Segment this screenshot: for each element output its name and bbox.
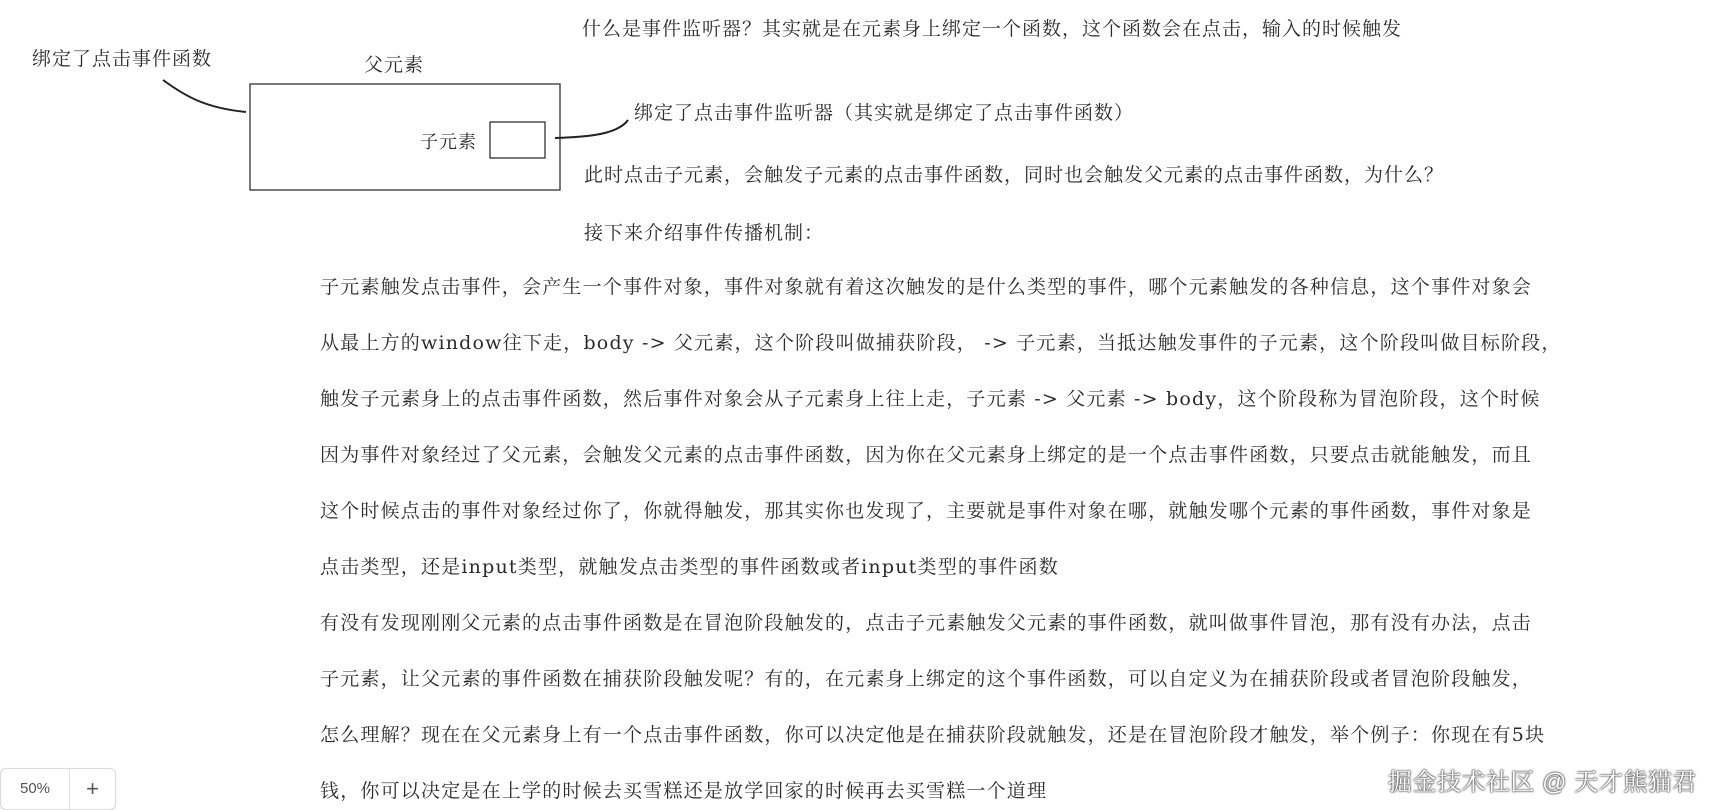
child-label: 子元素 [420, 132, 477, 153]
note-listener-question: 什么是事件监听器？其实就是在元素身上绑定一个函数，这个函数会在点击，输入的时候触发 [582, 18, 1403, 40]
zoom-in-button[interactable]: + [86, 776, 99, 801]
paragraph-line: 子元素，让父元素的事件函数在捕获阶段触发呢？有的，在元素身上绑定的这个事件函数，可以自定义为在捕获阶段或者冒泡阶段触发， [320, 668, 1533, 690]
paragraph-line: 从最上方的window往下走，body -> 父元素，这个阶段叫做捕获阶段， -> 子元素，当抵达触发事件的子元素，这个阶段叫做目标阶段， [320, 332, 1562, 354]
paragraph-line: 有没有发现刚刚父元素的点击事件函数是在冒泡阶段触发的，点击子元素触发父元素的事件函数，就叫做事件冒泡，那有没有办法，点击 [320, 612, 1533, 634]
left-annotation: 绑定了点击事件函数 [32, 48, 213, 70]
paragraph-line: 钱，你可以决定是在上学的时候去买雪糕还是放学回家的时候再去买雪糕一个道理 [320, 780, 1048, 802]
child-element-box [490, 122, 545, 158]
paragraph-line: 怎么理解？现在在父元素身上有一个点击事件函数，你可以决定他是在捕获阶段就触发，还是在冒泡阶段才触发，举个例子：你现在有5块 [320, 724, 1546, 746]
parent-element-box [250, 84, 560, 190]
paragraph-line: 点击类型，还是input类型，就触发点击类型的事件函数或者input类型的事件函数 [320, 556, 1059, 578]
paragraph-line: 这个时候点击的事件对象经过你了，你就得触发，那其实你也发现了，主要就是事件对象在哪，就触发哪个元素的事件函数，事件对象是 [320, 500, 1533, 522]
right-connector-line [555, 120, 628, 138]
note-why-question: 此时点击子元素，会触发子元素的点击事件函数，同时也会触发父元素的点击事件函数，为什么？ [584, 164, 1445, 186]
zoom-control [0, 768, 116, 810]
zoom-level-value[interactable]: 50% [1, 769, 70, 809]
parent-label: 父元素 [364, 54, 425, 76]
paragraph-line: 触发子元素身上的点击事件函数，然后事件对象会从子元素身上往上走，子元素 -> 父元素 -> body，这个阶段称为冒泡阶段，这个时候 [320, 388, 1541, 410]
paragraph-line: 因为事件对象经过了父元素，会触发父元素的点击事件函数，因为你在父元素身上绑定的是一个点击事件函数，只要点击就能触发，而且 [320, 444, 1533, 466]
note-intro: 接下来介绍事件传播机制： [584, 222, 825, 244]
left-connector-line [163, 80, 246, 112]
paragraph-line: 子元素触发点击事件，会产生一个事件对象，事件对象就有着这次触发的是什么类型的事件，哪个元素触发的各种信息，这个事件对象会 [320, 276, 1533, 298]
watermark-text: 掘金技术社区 @ 天才熊猫君 [1388, 769, 1697, 796]
right-annotation: 绑定了点击事件监听器（其实就是绑定了点击事件函数） [634, 102, 1135, 124]
